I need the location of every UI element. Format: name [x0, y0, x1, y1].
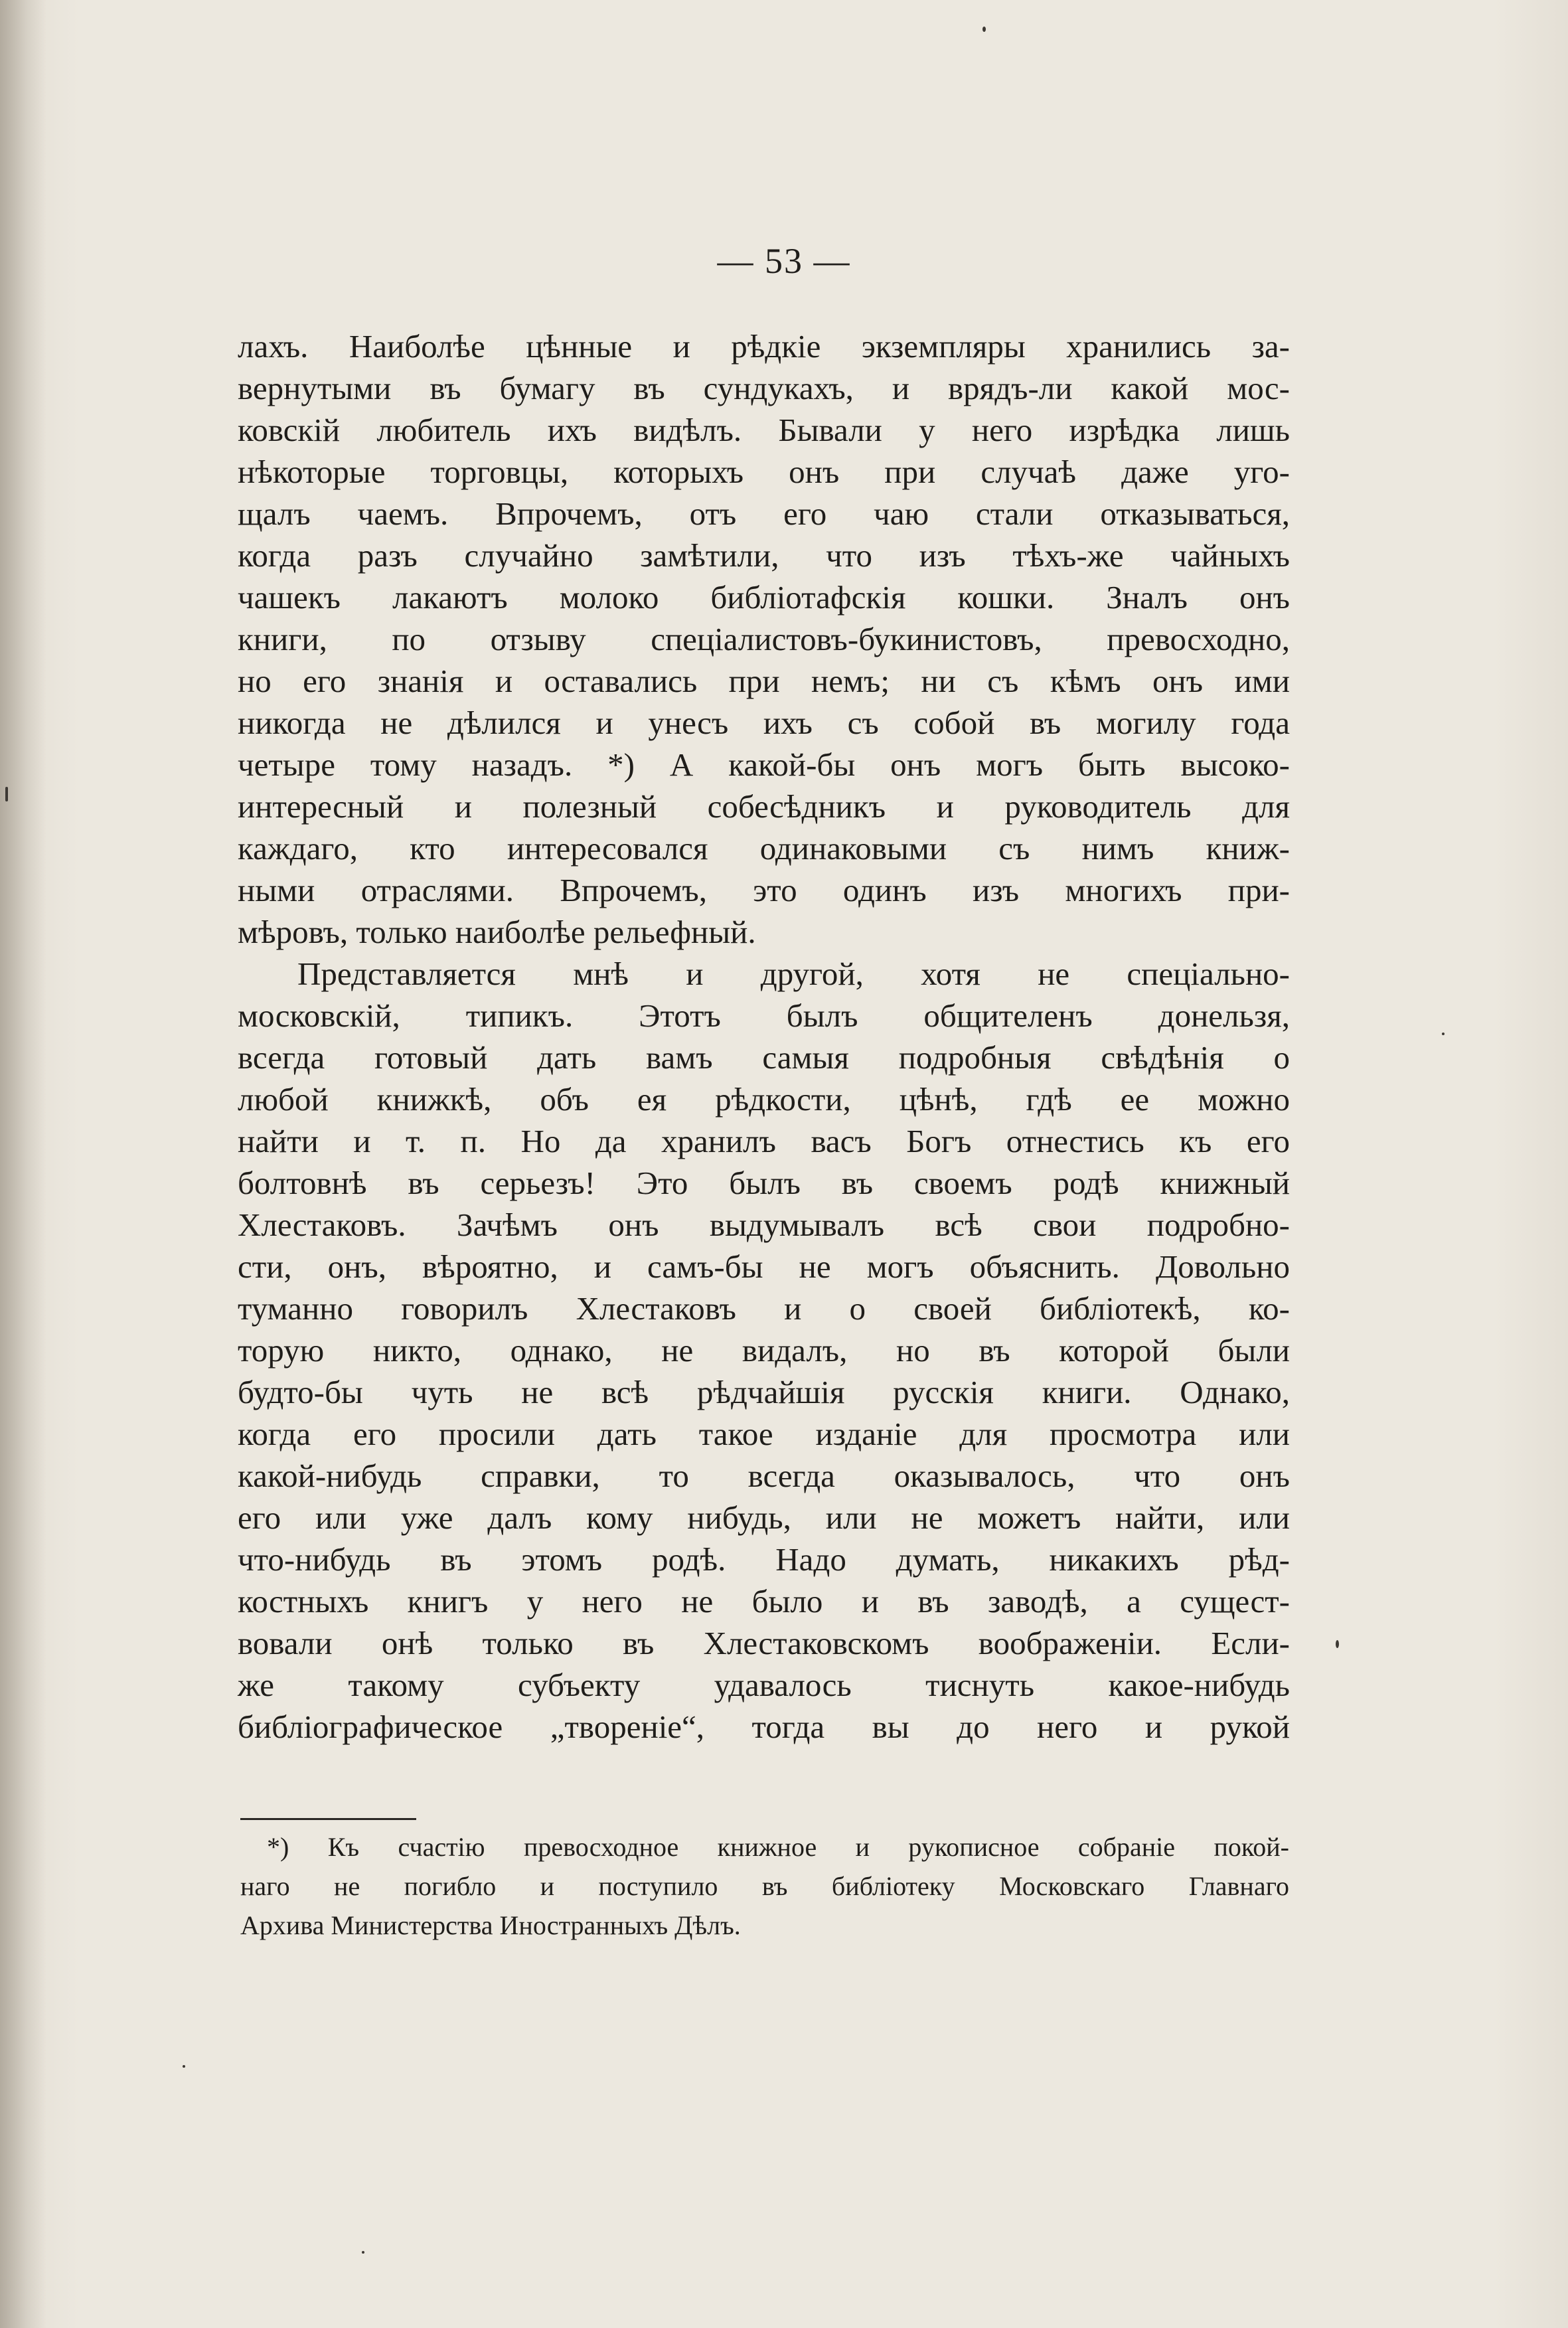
- text-line: туманно говорилъ Хлестаковъ и о своей библіотекѣ, ко-: [238, 1290, 1290, 1327]
- text-line: когда его просили дать такое изданіе для просмотра или: [238, 1416, 1290, 1452]
- text-line: когда разъ случайно замѣтили, что изъ тѣхъ-же чайныхъ: [238, 537, 1290, 574]
- text-line: его или уже далъ кому нибудь, или не можетъ найти, или: [238, 1499, 1290, 1536]
- text-line: сти, онъ, вѣроятно, и самъ-бы не могъ объяснить. Довольно: [238, 1248, 1290, 1285]
- text-line: интересный и полезный собесѣдникъ и руководитель для: [238, 788, 1290, 825]
- paper-speck: [982, 27, 986, 32]
- text-line: вовали онѣ только въ Хлестаковскомъ воображеніи. Если-: [238, 1625, 1290, 1661]
- text-line: Хлестаковъ. Зачѣмъ онъ выдумывалъ всѣ свои подробно-: [238, 1206, 1290, 1243]
- text-line: библіографическое „твореніе“, тогда вы до него и рукой: [238, 1708, 1290, 1745]
- page-number: — 53 —: [717, 241, 851, 281]
- text-line: всегда готовый дать вамъ самыя подробныя свѣдѣнія о: [238, 1039, 1290, 1076]
- footnote-block: [240, 1827, 1289, 1945]
- footnote-line: Архива Министерства Иностранныхъ Дѣлъ.: [240, 1910, 741, 1940]
- text-line: щалъ чаемъ. Впрочемъ, отъ его чаю стали отказываться,: [238, 495, 1290, 532]
- text-line: никогда не дѣлился и унесъ ихъ съ собой въ могилу года: [238, 705, 1290, 741]
- text-line: найти и т. п. Но да хранилъ васъ Богъ отнестись къ его: [238, 1123, 1290, 1159]
- footnote-line: *) Къ счастію превосходное книжное и рукописное собраніе покой-: [267, 1832, 1289, 1862]
- binding-shadow: [0, 0, 46, 2328]
- text-line: мѣровъ, только наиболѣе рельефный.: [238, 914, 756, 950]
- text-line: торую никто, однако, не видалъ, но въ которой были: [238, 1332, 1290, 1369]
- text-line: что-нибудь въ этомъ родѣ. Надо думать, никакихъ рѣд-: [238, 1541, 1290, 1578]
- text-line: четыре тому назадъ. *) А какой-бы онъ могъ быть высоко-: [238, 746, 1290, 783]
- main-text-block: [238, 325, 1290, 1748]
- paper-speck: [5, 787, 8, 801]
- text-line: каждаго, кто интересовался одинаковыми съ нимъ книж-: [238, 830, 1290, 867]
- text-line: московскій, типикъ. Этотъ былъ общителенъ донельзя,: [238, 997, 1290, 1034]
- paper-speck: [362, 2251, 364, 2254]
- text-line: какой-нибудь справки, то всегда оказывалось, что онъ: [238, 1457, 1290, 1494]
- text-line: но его знанія и оставались при немъ; ни съ кѣмъ онъ ими: [238, 663, 1290, 699]
- text-line: ными отраслями. Впрочемъ, это одинъ изъ многихъ при-: [238, 872, 1290, 908]
- paper-speck: [1442, 1033, 1445, 1035]
- text-line: чашекъ лакаютъ молоко библіотафскія кошки. Зналъ онъ: [238, 579, 1290, 616]
- text-line: вернутыми въ бумагу въ сундукахъ, и врядъ-ли какой мос-: [238, 370, 1290, 406]
- text-line: книги, по отзыву спеціалистовъ-букинистовъ, превосходно,: [238, 621, 1290, 657]
- footnote-divider: [240, 1818, 416, 1820]
- text-line: болтовнѣ въ серьезъ! Это былъ въ своемъ родѣ книжный: [238, 1165, 1290, 1201]
- paper-speck: [1336, 1640, 1339, 1648]
- text-line: костныхъ книгъ у него не было и въ заводѣ, а сущест-: [238, 1583, 1290, 1620]
- text-line-paragraph-start: Представляется мнѣ и другой, хотя не спеціально-: [297, 956, 1290, 992]
- text-line: будто-бы чуть не всѣ рѣдчайшія русскія книги. Однако,: [238, 1374, 1290, 1410]
- text-line: же такому субъекту удавалось тиснуть какое-нибудь: [238, 1667, 1290, 1703]
- text-line: ковскій любитель ихъ видѣлъ. Бывали у него изрѣдка лишь: [238, 412, 1290, 448]
- text-line: лахъ. Наиболѣе цѣнные и рѣдкіе экземпляры хранились за-: [238, 328, 1290, 365]
- text-line: нѣкоторые торговцы, которыхъ онъ при случаѣ даже уго-: [238, 454, 1290, 490]
- paper-speck: [183, 2065, 185, 2068]
- footnote-line: наго не погибло и поступило въ библіотеку Московскаго Главнаго: [240, 1871, 1289, 1901]
- text-line: любой книжкѣ, объ ея рѣдкости, цѣнѣ, гдѣ ее можно: [238, 1081, 1290, 1118]
